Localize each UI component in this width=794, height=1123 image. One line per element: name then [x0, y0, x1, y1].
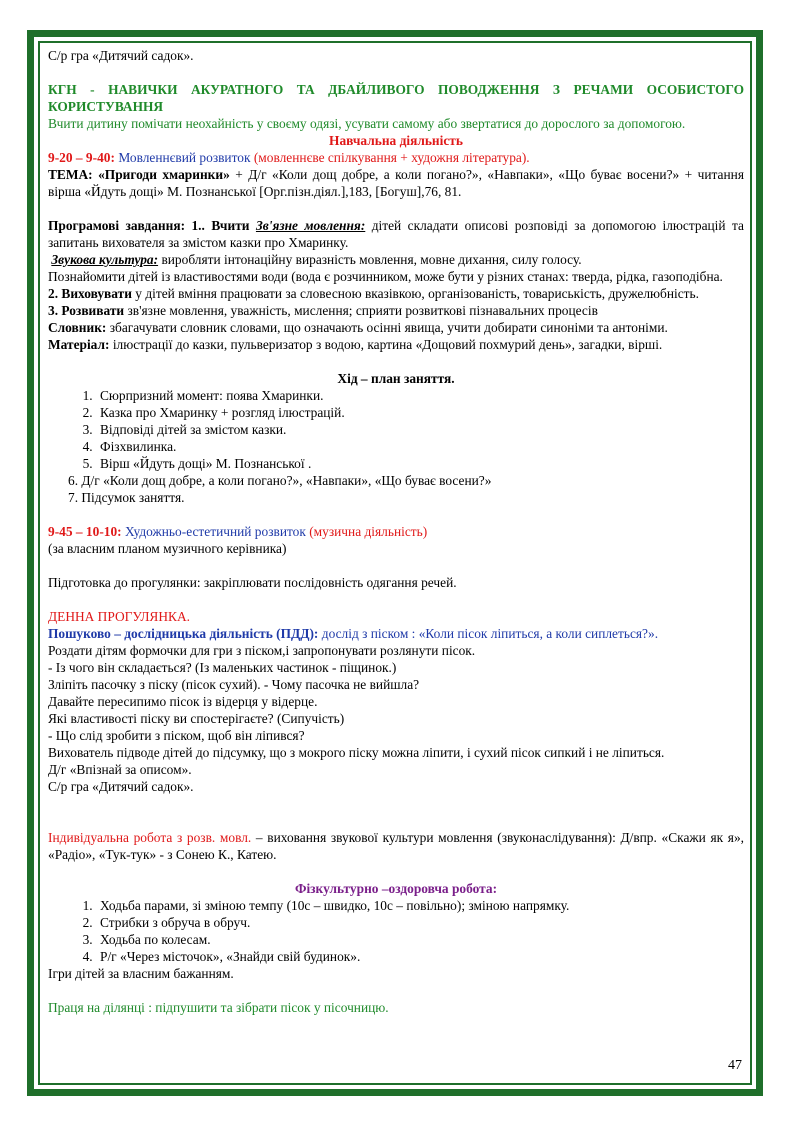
- theme-rest: + Д/г «Коли дощ добре, а коли погано?», «Навпаки», «Що буває восени?» + читання вірша «Йдуть дощі» М. Познанської [Орг.пізн.діял.],183, [Богуш],76, 81.: [48, 167, 744, 199]
- speech-label: Зв'язне мовлення:: [255, 218, 366, 233]
- item2-label: 2. Виховувати: [48, 286, 132, 301]
- item2-text: у дітей вміння працювати за словесною вказівкою, організованість, товариськість, дружелюбність.: [135, 286, 699, 301]
- music-subject: Художньо-естетичний розвиток: [125, 524, 306, 539]
- music-plan: (за власним планом музичного керівника): [48, 541, 287, 556]
- individual-label: Індивідуальна робота з розв. мовл.: [48, 830, 252, 845]
- vocab-text: збагачувати словник словами, що означають осінні явища, учити добирати синоніми та антоніми.: [109, 320, 668, 335]
- item3-line: [48, 302, 744, 319]
- item3-label: 3. Розвивати: [48, 303, 125, 318]
- music-line: [48, 523, 744, 540]
- material-text: ілюстрації до казки, пульверизатор з водою, картина «Дощовий похмурий день», загадки, вірші.: [112, 337, 663, 352]
- plan-item: 5. Вірш «Йдуть дощі» М. Познанської .: [96, 455, 744, 472]
- program-teach: Вчити: [211, 218, 250, 233]
- fitness-item: 4. Р/г «Через місточок», «Знайди свій будинок».: [96, 948, 744, 965]
- walk-line: Які властивості піску ви спостерігаєте? (Сипучість): [48, 711, 345, 726]
- kgn-text: Вчити дитину помічати неохайність у своєму одязі, усувати самому або звертатися до дорослого за допомогою.: [48, 116, 686, 131]
- walk-line: - Із чого він складається? (Із маленьких частинок - піщинок.): [48, 660, 397, 675]
- document-body: [48, 47, 744, 1016]
- pdd-line: [48, 625, 744, 642]
- labor-line: Праця на ділянці : підпушити та зібрати пісок у пісочницю.: [48, 1000, 389, 1015]
- sound-text: виробляти інтонаційну виразність мовлення, мовне дихання, силу голосу.: [161, 252, 582, 267]
- fitness-item: 3. Ходьба по колесам.: [96, 931, 744, 948]
- education-line: [48, 149, 744, 166]
- walk-line: Давайте пересипимо пісок із відерця у відерце.: [48, 694, 318, 709]
- sound-line: [48, 251, 744, 268]
- item3-text: зв'язне мовлення, уважність, мислення; сприяти розвиткові пізнавальних процесів: [127, 303, 598, 318]
- education-heading: Навчальна діяльність: [329, 133, 463, 148]
- pdd-text: дослід з піском : «Коли пісок ліпиться, а коли сиплеться?».: [321, 626, 659, 641]
- plan-item: 4. Фізхвилинка.: [96, 438, 744, 455]
- plan-item: 3. Відповіді дітей за змістом казки.: [96, 421, 744, 438]
- fitness-item: 1. Ходьба парами, зі зміною темпу (10с – швидко, 10с – повільно); зміною напрямку.: [96, 897, 744, 914]
- individual-line: [48, 829, 744, 863]
- education-subject: Мовленнєвий розвиток: [118, 150, 251, 165]
- walk-line: Д/г «Впізнай за описом».: [48, 762, 192, 777]
- program-line: Програмові завдання: 1.. Вчити Зв'язне мовлення: дітей складати описові розповіді за допомогою ілюстрацій та запитань вихователя за змістом казки про Хмаринку.: [48, 218, 744, 250]
- walk-line: Вихователь підводе дітей до підсумку, що з мокрого піску можна ліпити, і сухий пісок сипкий і не ліпиться.: [48, 745, 665, 760]
- kgn-title: КГН - НАВИЧКИ АКУРАТНОГО ТА ДБАЙЛИВОГО ПОВОДЖЕННЯ З РЕЧАМИ ОСОБИСТОГО КОРИСТУВАННЯ: [48, 82, 744, 114]
- education-subject-note: (мовленнєве спілкування + художня література).: [253, 150, 530, 165]
- theme-title: «Пригоди хмаринки»: [98, 167, 230, 182]
- plan-item-7: 7. Підсумок заняття.: [68, 490, 185, 505]
- sound-label: Звукова культура:: [51, 252, 159, 267]
- theme-label: ТЕМА:: [48, 167, 93, 182]
- material-line: [48, 336, 744, 353]
- plan-item: 1. Сюрпризний момент: поява Хмаринки.: [96, 387, 744, 404]
- prep-line: Підготовка до прогулянки: закріплювати послідовність одягання речей.: [48, 575, 457, 590]
- vocab-line: [48, 319, 744, 336]
- program-label: Програмові завдання: 1.: [48, 218, 202, 233]
- pdd-label: Пошуково – дослідницька діяльність (ПДД):: [48, 626, 319, 641]
- water-line: Познайомити дітей із властивостями води (вода є розчинником, може бути у різних станах: тверда, рідка, газоподібна.: [48, 269, 723, 284]
- education-time: 9-20 – 9-40:: [48, 150, 115, 165]
- walk-line: Зліпіть пасочку з піску (пісок сухий). - Чому пасочка не вийшла?: [48, 677, 420, 692]
- plan-item-6: 6. Д/г «Коли дощ добре, а коли погано?», «Навпаки», «Що буває восени?»: [68, 473, 492, 488]
- fitness-item: 2. Стрибки з обруча в обруч.: [96, 914, 744, 931]
- fitness-heading: Фізкультурно –оздоровча робота:: [294, 881, 498, 896]
- music-note: (музична діяльність): [309, 524, 428, 539]
- fitness-list: [48, 897, 744, 965]
- walk-heading: ДЕННА ПРОГУЛЯНКА.: [48, 609, 190, 624]
- vocab-label: Словник:: [48, 320, 107, 335]
- page-number: 47: [728, 1058, 742, 1073]
- walk-line: - Що слід зробити з піском, щоб він ліпився?: [48, 728, 305, 743]
- individual-text: – виховання звукової культури мовлення (звуконаслідування): Д/впр. «Скажи як я», «Радіо», «Тук-тук» - з Сонею К., Катею.: [48, 830, 744, 862]
- walk-line: Роздати дітям формочки для гри з піском,і запропонувати розлянути пісок.: [48, 643, 476, 658]
- walk-line: С/р гра «Дитячий садок».: [48, 779, 194, 794]
- fitness-games: Ігри дітей за власним бажанням.: [48, 966, 234, 981]
- plan-list: [48, 387, 744, 472]
- theme-line: [48, 166, 744, 200]
- music-time: 9-45 – 10-10:: [48, 524, 122, 539]
- plan-heading: Хід – план заняття.: [337, 371, 455, 386]
- plan-item: 2. Казка про Хмаринку + розгляд ілюстрацій.: [96, 404, 744, 421]
- material-label: Матеріал:: [48, 337, 110, 352]
- speech-text: дітей складати описові розповіді за допомогою ілюстрацій та запитань вихователя за змістом казки про Хмаринку.: [48, 218, 744, 250]
- item2-line: [48, 285, 744, 302]
- intro-line: С/р гра «Дитячий садок».: [48, 48, 194, 63]
